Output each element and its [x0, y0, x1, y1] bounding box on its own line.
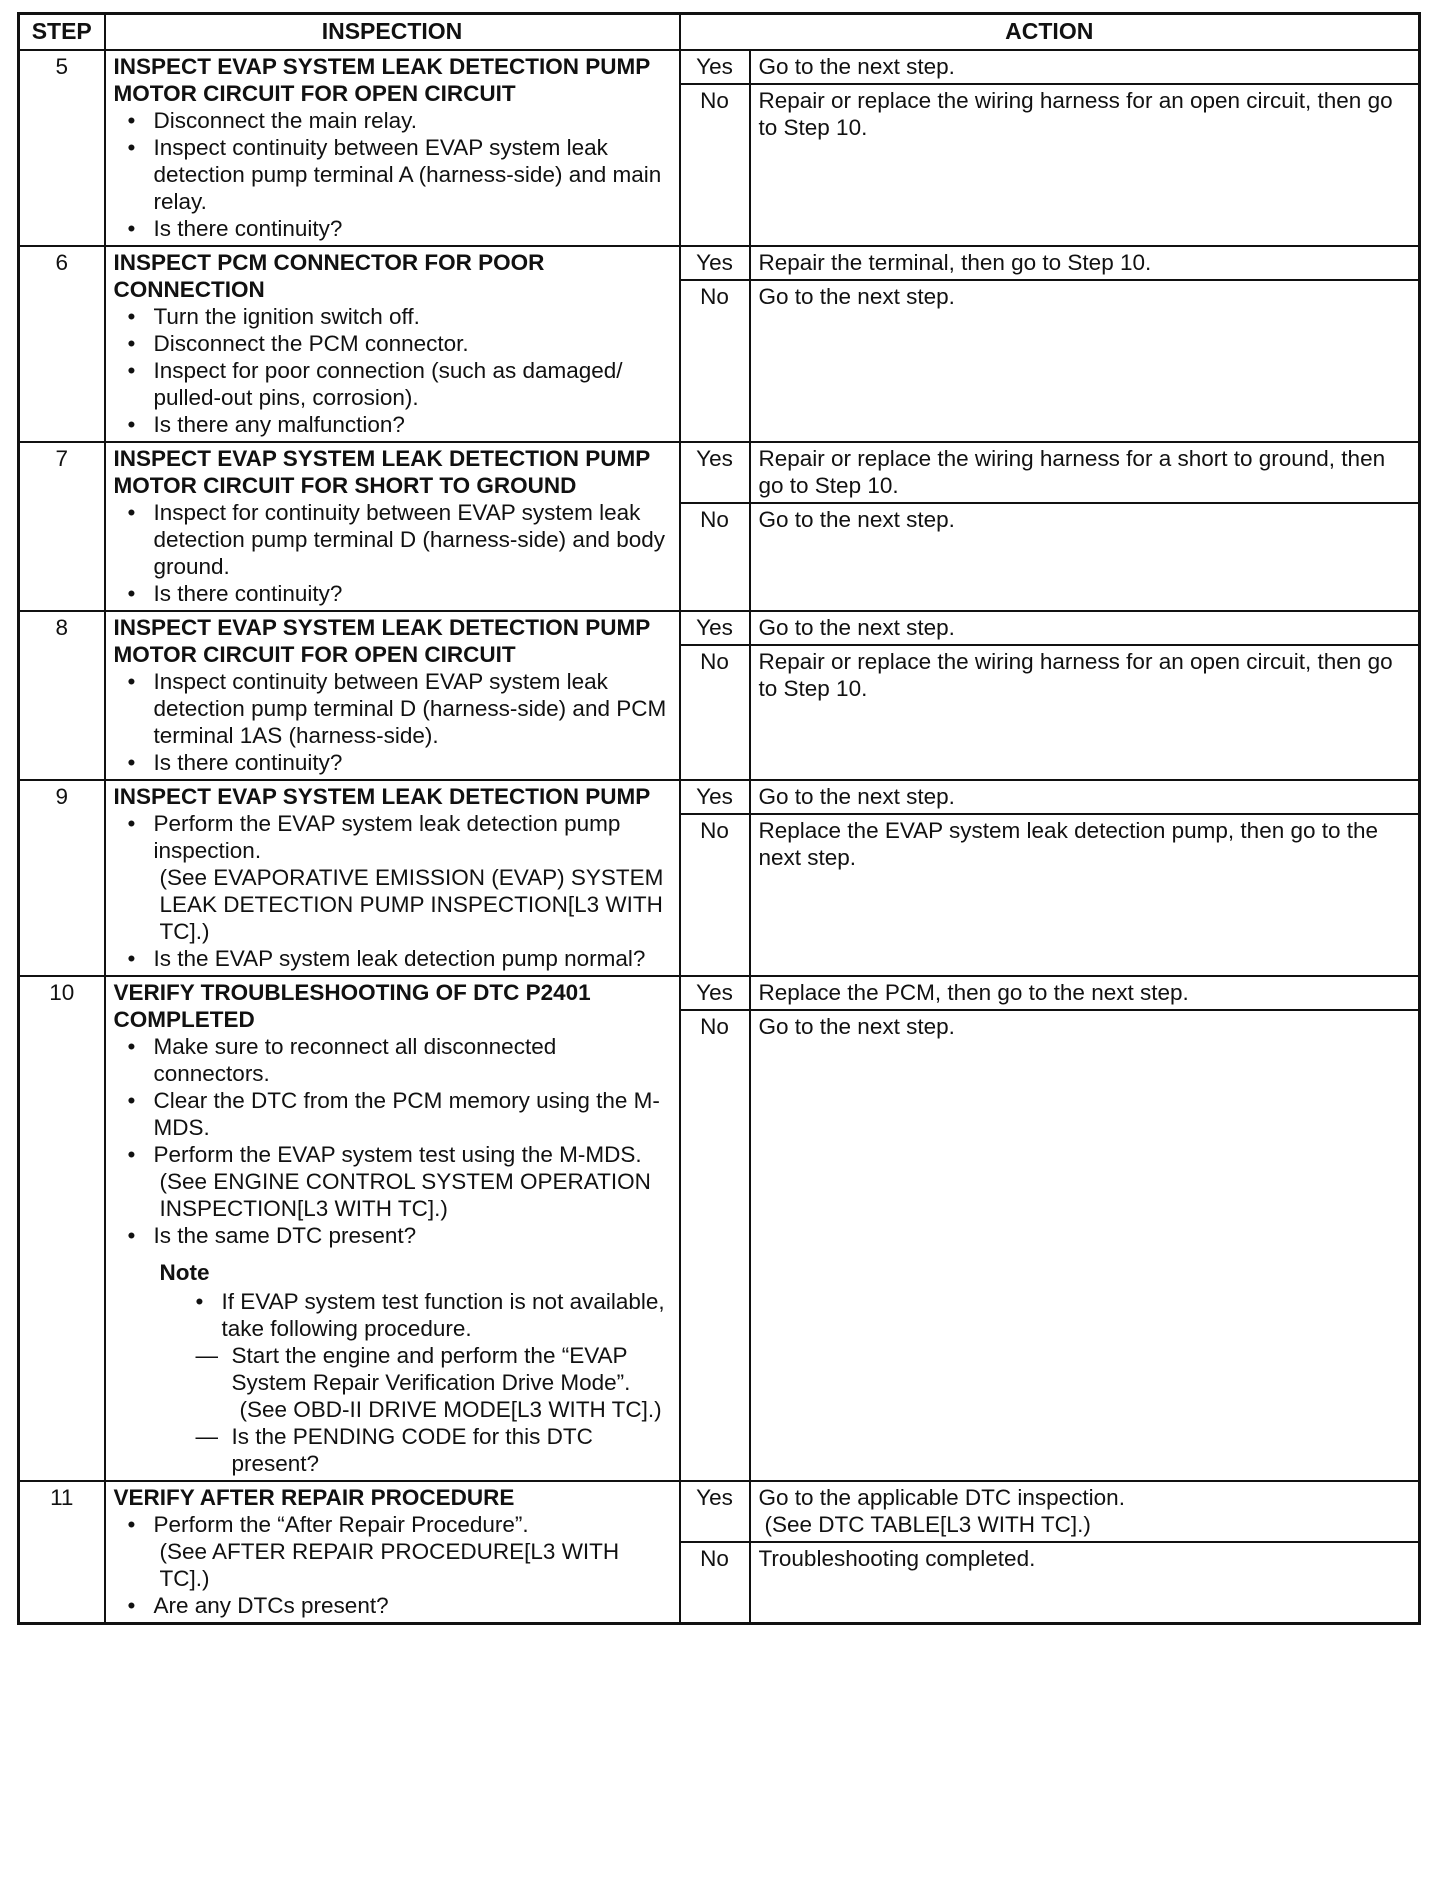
no-action: Go to the next step. — [750, 1010, 1420, 1481]
check-text: Perform the EVAP system test using the M-MDS. — [153, 1141, 642, 1167]
step-row — [19, 1481, 1420, 1542]
cross-reference-link[interactable]: (See AFTER REPAIR PROCEDURE[L3 WITH TC].) — [159, 1538, 620, 1591]
no-action: Go to the next step. — [750, 280, 1420, 442]
inspection-cell — [105, 442, 680, 611]
inspection-cell — [105, 976, 680, 1481]
step-row — [19, 611, 1420, 645]
no-action: Repair or replace the wiring harness for an open circuit, then go to Step 10. — [750, 645, 1420, 780]
step-row — [19, 246, 1420, 280]
step-number: 7 — [19, 442, 105, 611]
header-step: STEP — [19, 14, 105, 50]
yes-action-cell — [750, 1481, 1420, 1542]
check-list — [114, 810, 671, 972]
yes-label: Yes — [680, 442, 750, 503]
cross-reference-link[interactable]: (See EVAPORATIVE EMISSION (EVAP) SYSTEM LEAK DETECTION PUMP INSPECTION[L3 WITH TC].) — [159, 864, 664, 944]
inspection-title: VERIFY AFTER REPAIR PROCEDURE — [113, 1484, 515, 1510]
yes-label: Yes — [680, 976, 750, 1010]
step-row — [19, 976, 1420, 1010]
yes-action: Go to the next step. — [750, 611, 1420, 645]
no-label: No — [680, 84, 750, 246]
no-label: No — [680, 645, 750, 780]
cross-reference-link[interactable]: (See DTC TABLE[L3 WITH TC].) — [764, 1511, 1091, 1537]
step-number: 11 — [19, 1481, 105, 1624]
check-item: • Turn the ignition switch off. — [114, 303, 671, 330]
note-text: If EVAP system test function is not available, take following procedure. — [221, 1288, 665, 1341]
note-list — [160, 1288, 671, 1477]
cross-reference-link[interactable]: (See OBD-II DRIVE MODE[L3 WITH TC].) — [239, 1396, 662, 1422]
yes-label: Yes — [680, 50, 750, 84]
check-item: • Is there continuity? — [114, 749, 671, 776]
no-label: No — [680, 280, 750, 442]
yes-action: Go to the next step. — [750, 780, 1420, 814]
inspection-title: VERIFY TROUBLESHOOTING OF DTC P2401 COMPLETED — [113, 979, 591, 1032]
troubleshooting-sheet — [17, 12, 1421, 1625]
header-action: ACTION — [680, 14, 1420, 50]
yes-action: Repair or replace the wiring harness for a short to ground, then go to Step 10. — [750, 442, 1420, 503]
inspection-cell — [105, 50, 680, 246]
no-label: No — [680, 814, 750, 976]
check-list — [114, 1033, 671, 1249]
check-item: • Is the same DTC present? — [114, 1222, 671, 1249]
procedure-step — [196, 1342, 671, 1423]
note-block — [114, 1259, 671, 1477]
inspection-title: INSPECT EVAP SYSTEM LEAK DETECTION PUMP MOTOR CIRCUIT FOR OPEN CIRCUIT — [113, 614, 650, 667]
inspection-cell — [105, 246, 680, 442]
troubleshooting-table — [17, 12, 1421, 1625]
header-row — [19, 14, 1420, 50]
yes-action: Go to the next step. — [750, 50, 1420, 84]
inspection-title: INSPECT EVAP SYSTEM LEAK DETECTION PUMP — [113, 783, 651, 809]
check-list — [114, 107, 671, 242]
yes-label: Yes — [680, 1481, 750, 1542]
step-row — [19, 780, 1420, 814]
step-number: 5 — [19, 50, 105, 246]
no-label: No — [680, 1542, 750, 1624]
check-item: • Is there continuity? — [114, 580, 671, 607]
check-item: • Are any DTCs present? — [114, 1592, 671, 1619]
no-action: Troubleshooting completed. — [750, 1542, 1420, 1624]
yes-label: Yes — [680, 780, 750, 814]
step-row — [19, 442, 1420, 503]
check-item: • Inspect for poor connection (such as damaged/ pulled-out pins, corrosion). — [114, 357, 671, 411]
cross-reference-link[interactable]: (See ENGINE CONTROL SYSTEM OPERATION INSPECTION[L3 WITH TC].) — [159, 1168, 651, 1221]
check-list — [114, 668, 671, 776]
yes-action: Repair the terminal, then go to Step 10. — [750, 246, 1420, 280]
no-action: Replace the EVAP system leak detection pump, then go to the next step. — [750, 814, 1420, 976]
no-label: No — [680, 503, 750, 611]
check-item: • Disconnect the main relay. — [114, 107, 671, 134]
step-number: 8 — [19, 611, 105, 780]
check-item: • Disconnect the PCM connector. — [114, 330, 671, 357]
no-action: Repair or replace the wiring harness for an open circuit, then go to Step 10. — [750, 84, 1420, 246]
inspection-title: INSPECT PCM CONNECTOR FOR POOR CONNECTION — [113, 249, 545, 302]
step-number: 10 — [19, 976, 105, 1481]
yes-action: Go to the applicable DTC inspection. — [758, 1484, 1125, 1510]
check-item: • Clear the DTC from the PCM memory using the M-MDS. — [114, 1087, 671, 1141]
check-item — [114, 810, 671, 945]
check-text: Perform the EVAP system leak detection pump inspection. — [153, 810, 621, 863]
procedure-step: — Is the PENDING CODE for this DTC present? — [196, 1423, 671, 1477]
check-item — [114, 1511, 671, 1592]
check-item — [114, 1141, 671, 1222]
check-item: • Inspect for continuity between EVAP system leak detection pump terminal D (harness-side) and body ground. — [114, 499, 671, 580]
check-list — [114, 499, 671, 607]
note-item — [160, 1288, 671, 1477]
no-label: No — [680, 1010, 750, 1481]
header-inspection: INSPECTION — [105, 14, 680, 50]
note-label: Note — [159, 1259, 210, 1285]
inspection-cell — [105, 780, 680, 976]
step-number: 6 — [19, 246, 105, 442]
yes-label: Yes — [680, 246, 750, 280]
procedure-text: Start the engine and perform the “EVAP System Repair Verification Drive Mode”. — [231, 1342, 631, 1395]
check-item: • Is there any malfunction? — [114, 411, 671, 438]
step-number: 9 — [19, 780, 105, 976]
check-text: Perform the “After Repair Procedure”. — [153, 1511, 529, 1537]
check-item: • Inspect continuity between EVAP system leak detection pump terminal D (harness-side) and PCM terminal 1AS (harness-side). — [114, 668, 671, 749]
yes-action: Replace the PCM, then go to the next step. — [750, 976, 1420, 1010]
check-item: • Is there continuity? — [114, 215, 671, 242]
inspection-title: INSPECT EVAP SYSTEM LEAK DETECTION PUMP MOTOR CIRCUIT FOR SHORT TO GROUND — [113, 445, 650, 498]
check-item: • Is the EVAP system leak detection pump normal? — [114, 945, 671, 972]
check-item: • Inspect continuity between EVAP system leak detection pump terminal A (harness-side) and main relay. — [114, 134, 671, 215]
step-row — [19, 50, 1420, 84]
note-procedure-list — [222, 1342, 671, 1477]
check-item: • Make sure to reconnect all disconnected connectors. — [114, 1033, 671, 1087]
inspection-cell — [105, 1481, 680, 1624]
yes-label: Yes — [680, 611, 750, 645]
inspection-cell — [105, 611, 680, 780]
inspection-title: INSPECT EVAP SYSTEM LEAK DETECTION PUMP MOTOR CIRCUIT FOR OPEN CIRCUIT — [113, 53, 650, 106]
check-list — [114, 1511, 671, 1619]
no-action: Go to the next step. — [750, 503, 1420, 611]
check-list — [114, 303, 671, 438]
